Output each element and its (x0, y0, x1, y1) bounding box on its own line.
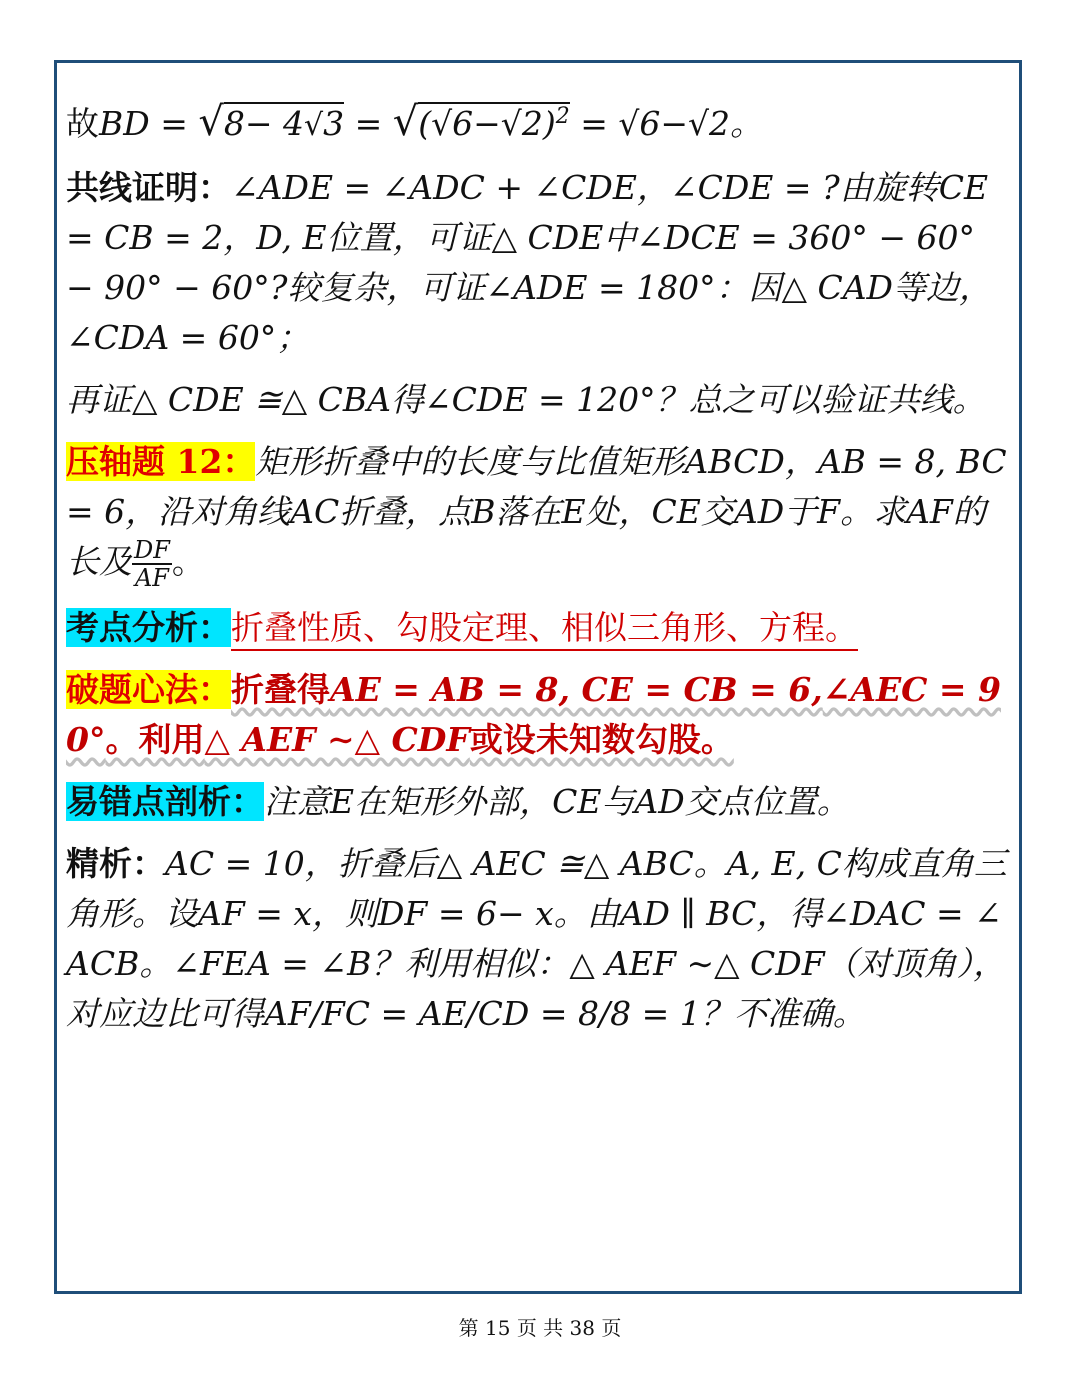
paragraph-pitfalls (66, 777, 1010, 827)
equals-2: = (344, 104, 393, 143)
method-math-b: ∠AEC = 90° (66, 670, 1001, 759)
paragraph-collinear-proof (66, 163, 1010, 363)
radicand-2 (418, 102, 569, 143)
label-key-points: 考点分析： (66, 608, 231, 647)
math-bd: BD = (99, 104, 199, 143)
radicand-1 (224, 102, 344, 143)
text-key-points: 折叠性质、勾股定理、相似三角形、方程。 (231, 608, 858, 651)
page-footer: 第 15 页 共 38 页 (458, 1316, 622, 1340)
text-analysis: AC = 10，折叠后△ AEC ≅△ ABC。A, E, C构成直角三角形。设AF = x，则DF = 6− x。由AD ∥ BC，得∠DAC = ∠ACB。∠FEA = ∠B？利用相似：△ AEF ∼△ CDF（对顶角），对应边比可得AF/FC = AE/CD = 8/8 = 1？不准确。 (66, 844, 1007, 1033)
inner-sqrt-symbol: √ (303, 108, 324, 143)
paragraph-congruent (66, 375, 1010, 425)
math-tail: = √6−√2。 (569, 104, 764, 143)
fraction-numerator: DF (134, 536, 170, 564)
text-collinear: ∠ADE = ∠ADC + ∠CDE，∠CDE = ?由旋转CE = CB = 2，D, E位置，可证△ CDE中∠DCE = 360° − 60° − 90° − 60°?较复杂，可证∠ADE = 180°：因△ CAD等边，∠CDA = 60°； (66, 168, 992, 357)
paragraph-problem-12 (66, 437, 1010, 591)
fraction-denominator: AF (134, 564, 169, 592)
paragraph-analysis (66, 839, 1010, 1039)
text-congruent: 再证△ CDE ≅△ CBA得∠CDE = 120°？总之可以验证共线。 (66, 380, 986, 419)
label-problem-12: 压轴题 12： (66, 442, 256, 481)
page-content (66, 92, 1010, 1051)
text-end: 。 (171, 542, 205, 581)
exponent: 2 (555, 104, 570, 129)
method-text-a: 折叠得 (231, 670, 330, 709)
label-pitfalls: 易错点剖析： (66, 782, 264, 821)
method-math-c: △ AEF ∼△ CDF (204, 720, 470, 759)
text-problem-12: 矩形折叠中的长度与比值矩形ABCD，AB = 8, BC = 6，沿对角线AC折叠，点B落在E处，CE交AD于F。求AF的长及 (66, 442, 1007, 581)
sqrt-symbol: √ (198, 99, 224, 145)
sqrt-symbol-2: √ (392, 99, 419, 145)
label-method: 破题心法： (66, 670, 231, 709)
paragraph-method (66, 665, 1010, 765)
method-text-c: 或设未知数勾股。 (469, 720, 734, 759)
fraction-df-af (132, 537, 172, 591)
radicand-1-text: 8− 4 (223, 104, 304, 143)
label-collinear: 共线证明： (66, 168, 231, 207)
label-analysis: 精析： (66, 844, 165, 883)
radicand-2-text: (√6−√2) (418, 104, 556, 143)
text-lead: 故 (66, 104, 99, 143)
text-pitfalls: 注意E在矩形外部，CE与AD交点位置。 (264, 782, 850, 821)
paragraph-bd-result (66, 92, 1010, 151)
paragraph-key-points (66, 603, 1010, 653)
method-math-a: AE = AB = 8, CE = CB = 6, (330, 670, 823, 709)
radicand-1b: 3 (323, 104, 345, 143)
method-text-b: 。利用 (105, 720, 205, 759)
